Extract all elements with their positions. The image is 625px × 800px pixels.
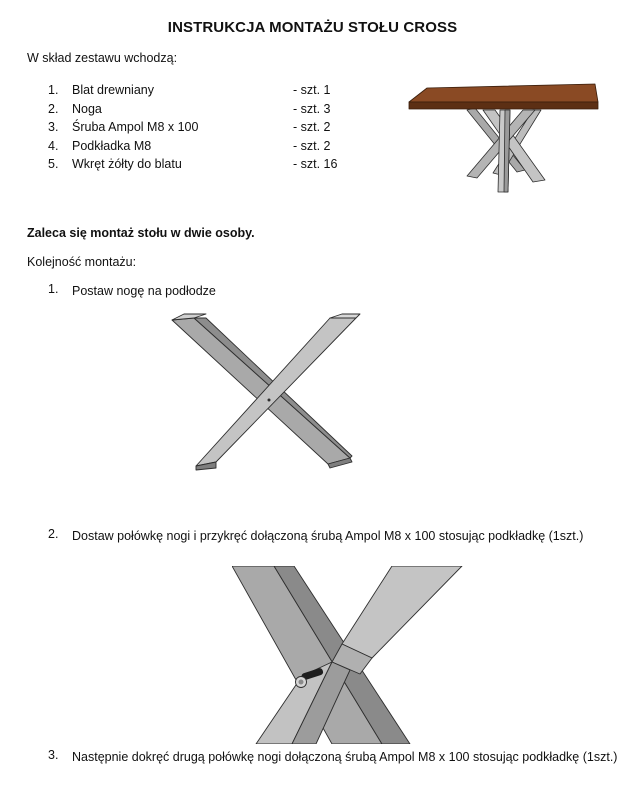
part-name: Noga <box>72 101 102 116</box>
step-number: 1. <box>48 282 59 296</box>
part-number: 2. <box>48 101 59 116</box>
part-quantity: - szt. 3 <box>293 101 331 116</box>
parts-list-item <box>48 81 368 100</box>
part-quantity: - szt. 16 <box>293 157 338 171</box>
parts-list-item <box>48 137 368 156</box>
parts-list <box>48 81 368 174</box>
step-text: Dostaw połówkę nogi i przykręć dołączoną śrubą Ampol M8 x 100 stosując podkładkę (1szt.) <box>72 529 584 543</box>
parts-list-item <box>48 155 368 174</box>
assembly-order-heading: Kolejność montażu: <box>27 255 137 269</box>
part-quantity: - szt. 2 <box>293 138 331 153</box>
bolt-hole-icon <box>268 399 271 402</box>
part-quantity: - szt. 1 <box>293 83 331 97</box>
part-number: 1. <box>48 83 59 97</box>
part-name: Podkładka M8 <box>72 138 152 153</box>
step-text: Następnie dokręć drugą połówkę nogi dołączoną śrubą Ampol M8 x 100 stosując podkładkę (1szt.) <box>72 750 618 764</box>
step-text: Postaw nogę na podłodze <box>72 284 216 298</box>
part-name: Śruba Ampol M8 x 100 <box>72 120 199 134</box>
leg-bolt-illustration <box>232 566 467 744</box>
step-number: 3. <box>48 748 59 762</box>
part-number: 4. <box>48 138 59 153</box>
recommendation-note: Zaleca się montaż stołu w dwie osoby. <box>27 226 255 240</box>
table-illustration <box>405 80 605 198</box>
document-title: INSTRUKCJA MONTAŻU STOŁU CROSS <box>167 19 458 36</box>
kit-contents-heading: W skład zestawu wchodzą: <box>27 51 178 65</box>
parts-list-item <box>48 100 368 119</box>
part-name: Blat drewniany <box>72 83 154 97</box>
part-name: Wkręt żółty do blatu <box>72 157 182 171</box>
part-quantity: - szt. 2 <box>293 120 331 134</box>
step-number: 2. <box>48 527 59 541</box>
part-number: 3. <box>48 120 59 134</box>
x-leg-illustration <box>168 310 368 475</box>
part-number: 5. <box>48 157 59 171</box>
parts-list-item <box>48 118 368 137</box>
